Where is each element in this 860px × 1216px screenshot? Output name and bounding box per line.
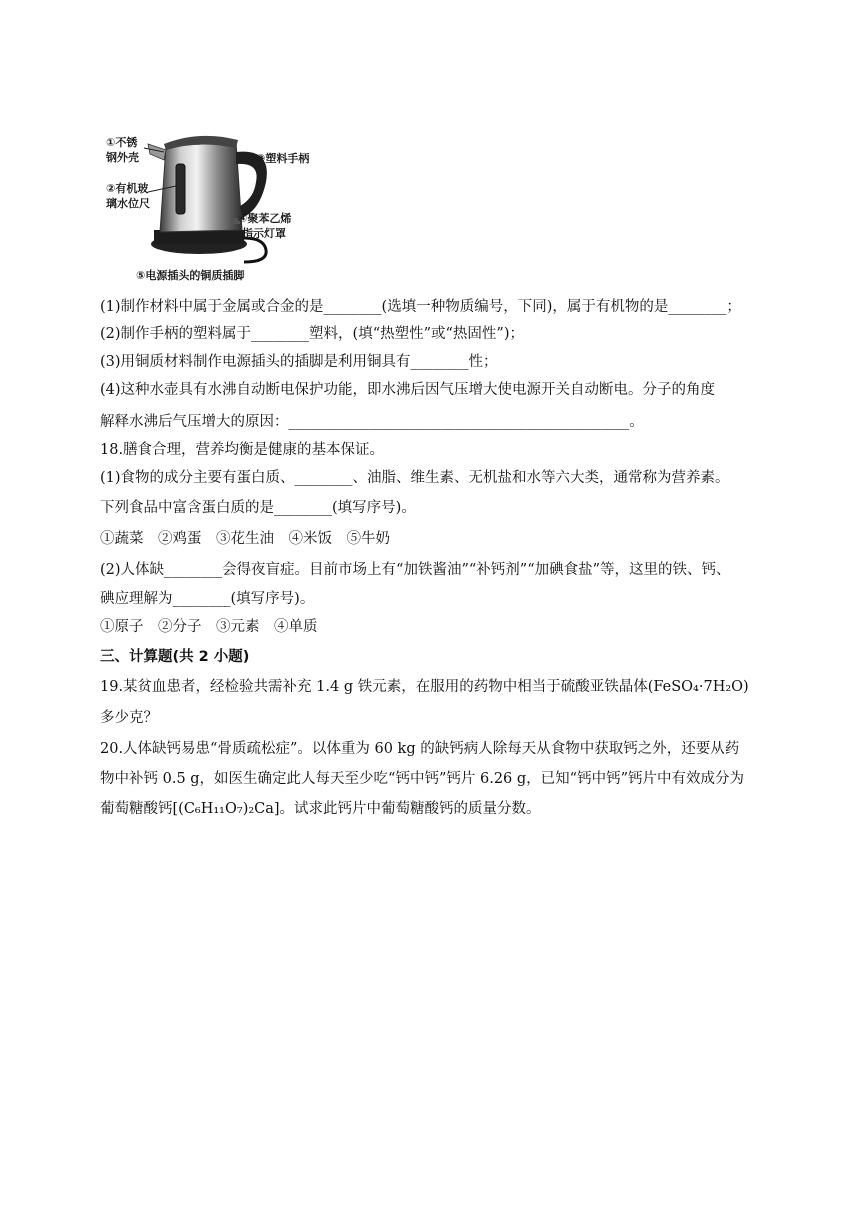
label-indicator-cover-2: 指示灯罩	[242, 227, 286, 240]
question-19: 19.某贫血患者，经检验共需补充 1.4 g 铁元素，在服用的药物中相当于硫酸亚铁晶体(FeSO₄·7H₂O)	[100, 679, 749, 695]
question-17-part-1: (1)制作材料中属于金属或合金的是________(选填一种物质编号，下同)，属于有机物的是________；	[100, 299, 741, 315]
question-20-cont-1: 物中补钙 0.5 g，如医生确定此人每天至少吃“钙中钙”钙片 6.26 g，已知“钙中钙”钙片中有效成分为	[100, 771, 744, 787]
label-stainless-shell-2: 钢外壳	[106, 151, 139, 164]
label-stainless-shell-1: ①不锈	[106, 136, 138, 149]
section-heading-calculation: 三、计算题(共 2 小题)	[100, 649, 250, 665]
question-18-part-2-cont: 碘应理解为________(填写序号)。	[100, 591, 315, 607]
question-19-cont: 多少克？	[100, 710, 158, 726]
question-18-options-1: ①蔬菜 ②鸡蛋 ③花生油 ④米饭 ⑤牛奶	[100, 531, 390, 547]
label-plastic-handle: ③塑料手柄	[256, 152, 310, 165]
question-18-options-2: ①原子 ②分子 ③元素 ④单质	[100, 619, 318, 635]
question-17-part-2: (2)制作手柄的塑料属于________塑料，(填“热塑性”或“热固性”)；	[100, 326, 525, 342]
question-17-part-3: (3)用铜质材料制作电源插头的插脚是利用铜具有________性；	[100, 354, 498, 370]
electric-kettle-figure	[104, 126, 334, 286]
question-17-part-4: (4)这种水壶具有水沸自动断电保护功能，即水沸后因气压增大使电源开关自动断电。分子的角度	[100, 382, 716, 398]
question-18-part-2: (2)人体缺________会得夜盲症。目前市场上有“加铁酱油”“补钙剂”“加碘食盐”等，这里的铁、钙、	[100, 562, 731, 578]
label-water-gauge-2: 璃水位尺	[106, 197, 150, 210]
question-18-part-1-cont: 下列食品中富含蛋白质的是________(填写序号)。	[100, 500, 416, 516]
question-20: 20.人体缺钙易患“骨质疏松症”。以体重为 60 kg 的缺钙病人除每天从食物中获取钙之外，还要从药	[100, 741, 740, 757]
label-copper-plug: ⑤电源插头的铜质插脚	[136, 269, 245, 282]
question-18-stem: 18.膳食合理，营养均衡是健康的基本保证。	[100, 442, 385, 458]
label-water-gauge-1: ②有机玻	[106, 182, 149, 195]
question-17-part-4-cont: 解释水沸后气压增大的原因：_______________________________________________。	[100, 414, 644, 430]
question-20-cont-2: 葡萄糖酸钙[(C₆H₁₁O₇)₂Ca]。试求此钙片中葡萄糖酸钙的质量分数。	[100, 801, 541, 817]
question-18-part-1: (1)食物的成分主要有蛋白质、________、油脂、维生素、无机盐和水等六大类，通常称为营养素。	[100, 470, 730, 486]
label-indicator-cover-1: ④聚苯乙烯	[238, 212, 292, 225]
